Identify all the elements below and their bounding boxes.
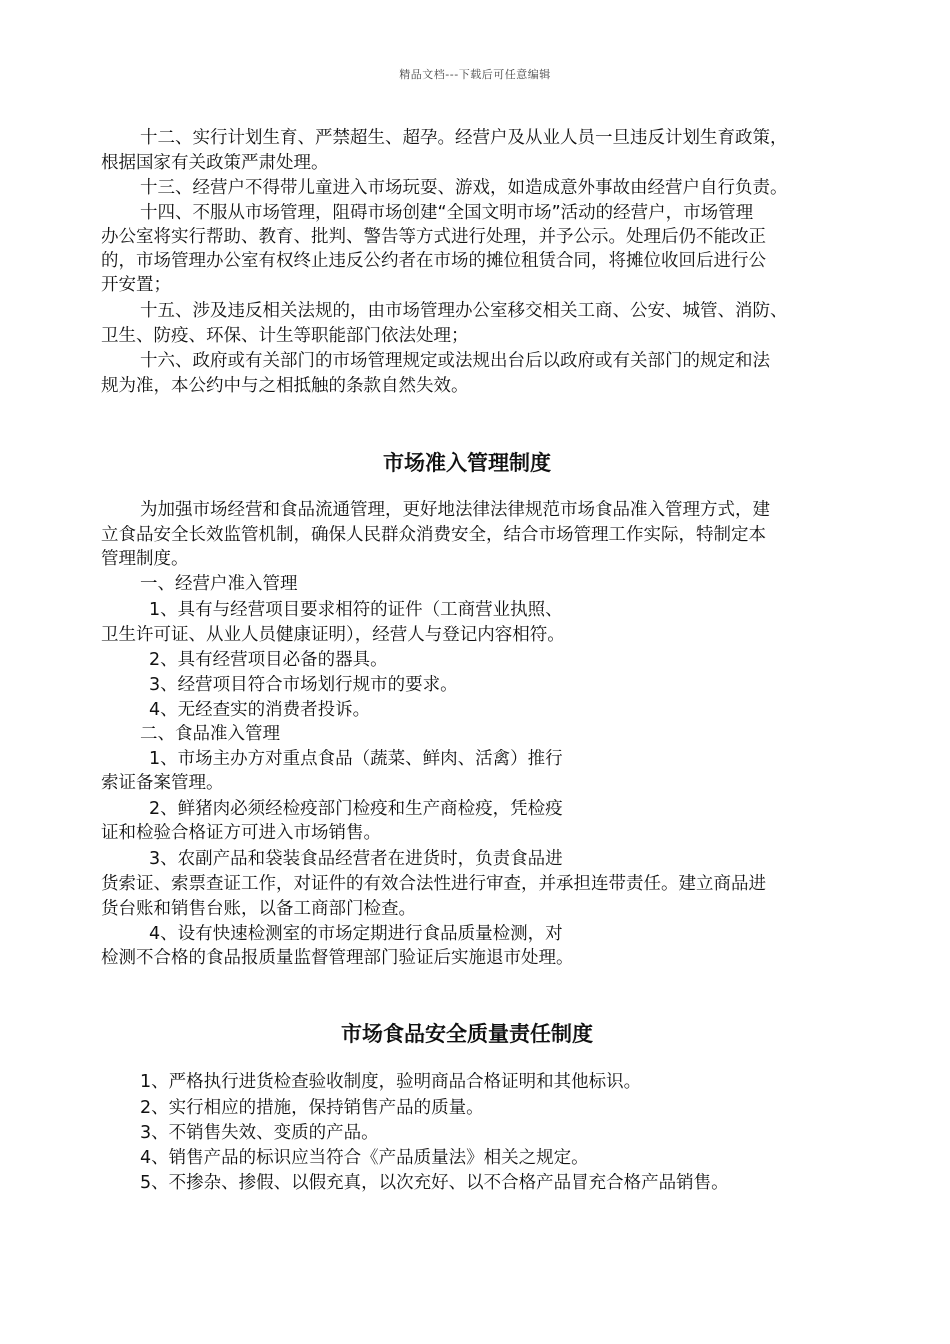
text-line: 十二、实行计划生育、严禁超生、超孕。经营户及从业人员一旦违反计划生育政策， (140, 128, 788, 148)
text-line: 开安置； (101, 275, 171, 295)
text-line: 卫生许可证、从业人员健康证明），经营人与登记内容相符。 (101, 625, 565, 645)
text-line: 立食品安全长效监管机制，确保人民群众消费安全，结合市场管理工作实际，特制定本 (101, 525, 766, 545)
text-line: 2、鲜猪肉必须经检疫部门检疫和生产商检疫，凭检疫 (149, 799, 563, 819)
text-line: 规为准，本公约中与之相抵触的条款自然失效。 (101, 376, 469, 396)
text-line: 货台账和销售台账，以备工商部门检查。 (101, 899, 416, 919)
text-line: 的，市场管理办公室有权终止违反公约者在市场的摊位租赁合同，将摊位收回后进行公 (101, 251, 766, 271)
text-line: 3、农副产品和袋装食品经营者在进货时，负责食品进 (149, 849, 563, 869)
text-line: 4、销售产品的标识应当符合《产品质量法》相关之规定。 (140, 1148, 589, 1168)
text-line: 1、严格执行进货检查验收制度，验明商品合格证明和其他标识。 (140, 1072, 642, 1092)
page-header: 精品文档---下载后可任意编辑 (399, 68, 551, 81)
text-line: 5、不掺杂、掺假、以假充真，以次充好、以不合格产品冒充合格产品销售。 (140, 1173, 729, 1193)
text-line: 管理制度。 (101, 549, 189, 569)
text-line: 办公室将实行帮助、教育、批判、警告等方式进行处理，并予公示。处理后仍不能改正 (101, 227, 766, 247)
text-line: 货索证、索票查证工作，对证件的有效合法性进行审查，并承担连带责任。建立商品进 (101, 874, 766, 894)
text-line: 十四、不服从市场管理，阻碍市场创建“全国文明市场”活动的经营户，市场管理 (140, 203, 754, 223)
text-line: 1、具有与经营项目要求相符的证件（工商营业执照、 (149, 600, 563, 620)
text-line: 索证备案管理。 (101, 773, 224, 793)
text-line: 4、无经查实的消费者投诉。 (149, 700, 371, 720)
text-line: 根据国家有关政策严肃处理。 (101, 153, 329, 173)
section-title: 市场食品安全质量责任制度 (341, 1022, 593, 1046)
text-line: 1、市场主办方对重点食品（蔬菜、鲜肉、活禽）推行 (149, 749, 563, 769)
text-line: 证和检验合格证方可进入市场销售。 (101, 823, 381, 843)
text-line: 检测不合格的食品报质量监督管理部门验证后实施退市处理。 (101, 948, 574, 968)
text-line: 一、经营户准入管理 (140, 574, 298, 594)
text-line: 3、经营项目符合市场划行规市的要求。 (149, 675, 458, 695)
text-line: 十六、政府或有关部门的市场管理规定或法规出台后以政府或有关部门的规定和法 (140, 351, 770, 371)
text-line: 为加强市场经营和食品流通管理，更好地法律法律规范市场食品准入管理方式，建 (140, 500, 770, 520)
text-line: 十五、涉及违反相关法规的，由市场管理办公室移交相关工商、公安、城管、消防、 (140, 301, 788, 321)
text-line: 2、实行相应的措施，保持销售产品的质量。 (140, 1098, 484, 1118)
text-line: 3、不销售失效、变质的产品。 (140, 1123, 379, 1143)
section-title: 市场准入管理制度 (383, 451, 551, 475)
text-line: 二、食品准入管理 (140, 724, 280, 744)
text-line: 4、设有快速检测室的市场定期进行食品质量检测，对 (149, 924, 563, 944)
text-line: 十三、经营户不得带儿童进入市场玩耍、游戏，如造成意外事故由经营户自行负责。 (140, 178, 788, 198)
text-line: 2、具有经营项目必备的器具。 (149, 650, 388, 670)
text-line: 卫生、防疫、环保、计生等职能部门依法处理； (101, 326, 469, 346)
